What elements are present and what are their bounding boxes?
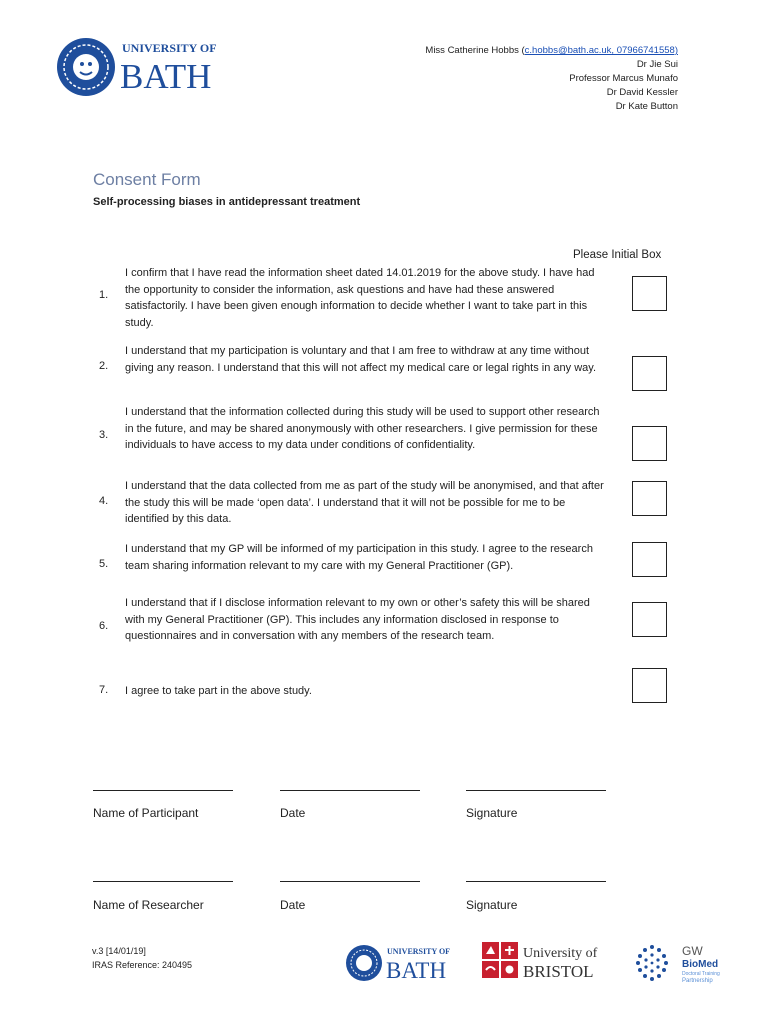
initial-box-6[interactable] [632,602,667,637]
initial-box-label: Please Initial Box [573,249,662,261]
logo-line2: BATH [120,57,212,96]
form-title: Consent Form [93,170,201,189]
contact-line: Dr Kate Button [615,101,678,112]
consent-statement: I agree to take part in the above study. [125,685,312,697]
initial-box-2[interactable] [632,356,667,391]
contact-primary: Miss Catherine Hobbs (c.hobbs@bath.ac.uk, 07966741558) [425,45,678,56]
researcher-signature-line[interactable] [466,881,606,882]
bristol-line1: University of [523,946,598,961]
gw4-line4: Partnership [682,978,713,984]
consent-statement: I confirm that I have read the information sheet dated 14.01.2019 for the above study. I have had the opportunity to consider the information, ask questions and have had these answered satisfactorily. I have been given enough information to decide whether I want to take part in this study. [125,267,595,329]
researcher-signature-label: Signature [466,898,518,912]
gw4-line1: GW [682,944,703,958]
researcher-name-label: Name of Researcher [93,898,204,912]
footer-gw4-logo [634,942,724,984]
researcher-date-label: Date [280,898,306,912]
initial-box-5[interactable] [632,542,667,577]
version-text: v.3 [14/01/19] [92,946,146,956]
researcher-date-line[interactable] [280,881,420,882]
participant-signature-label: Signature [466,806,518,820]
contact-list [425,44,678,114]
bath-crest-small-icon [345,943,463,983]
researcher-name-line[interactable] [93,881,233,882]
footer-bristol-logo [481,940,613,982]
contact-line: Dr David Kessler [606,87,678,98]
initial-box-3[interactable] [632,426,667,461]
footer-bath-logo [345,943,463,983]
contact-email-link[interactable]: c.hobbs@bath.ac.uk, 07966741558) [524,45,678,56]
gw4-line2: BioMed [682,959,719,970]
initial-box-7[interactable] [632,668,667,703]
item-number: 7. [99,684,109,696]
consent-statement: I understand that the information collected during this study will be used to support other research in the future, and may be shared anonymously with other researchers. I give permission for these individuals to have access to my data under conditions of confidentiality. [125,406,600,451]
initial-box-4[interactable] [632,481,667,516]
footer-version-block [92,944,192,972]
footer-bath-line1: UNIVERSITY OF [387,947,451,956]
gw4-dots-icon [634,942,724,984]
bristol-line2: BRISTOL [523,962,594,981]
participant-signature-line[interactable] [466,790,606,791]
consent-statement: I understand that the data collected from me as part of the study will be anonymised, and that after the study this will be made ‘open data’. I understand that it will not be possible for me to be identified by this data. [125,480,604,525]
initial-box-1[interactable] [632,276,667,311]
footer-bath-line2: BATH [386,958,447,983]
item-number: 4. [99,495,109,507]
consent-statement: I understand that my GP will be informed of my participation in this study. I agree to the research team sharing information relevant to my care with my General Practitioner (GP). [125,543,593,572]
contact-line: Professor Marcus Munafo [569,73,678,84]
participant-name-label: Name of Participant [93,806,199,820]
consent-statement: I understand that if I disclose information relevant to my own or other’s safety this will be shared with my General Practitioner (GP). This includes any information disclosed in response to questionnaires and in conversation with any members of the research team. [125,597,590,642]
item-number: 3. [99,429,109,441]
participant-date-label: Date [280,806,306,820]
item-number: 6. [99,620,109,632]
item-number: 5. [99,558,109,570]
participant-name-line[interactable] [93,790,233,791]
item-number: 2. [99,360,109,372]
university-of-bath-logo [56,36,226,98]
consent-statement: I understand that my participation is voluntary and that I am free to withdraw at any time without giving any reason. I understand that this will not affect my medical care or legal rights in any way. [125,345,596,374]
bath-crest-icon [56,36,226,98]
gw4-line3: Doctoral Training [682,971,720,977]
participant-date-line[interactable] [280,790,420,791]
logo-line1: UNIVERSITY OF [122,41,217,55]
form-subtitle: Self-processing biases in antidepressant treatment [93,196,361,208]
item-number: 1. [99,289,109,301]
contact-line: Dr Jie Sui [636,59,678,70]
iras-reference: IRAS Reference: 240495 [92,960,193,970]
bristol-crest-icon [481,940,613,982]
